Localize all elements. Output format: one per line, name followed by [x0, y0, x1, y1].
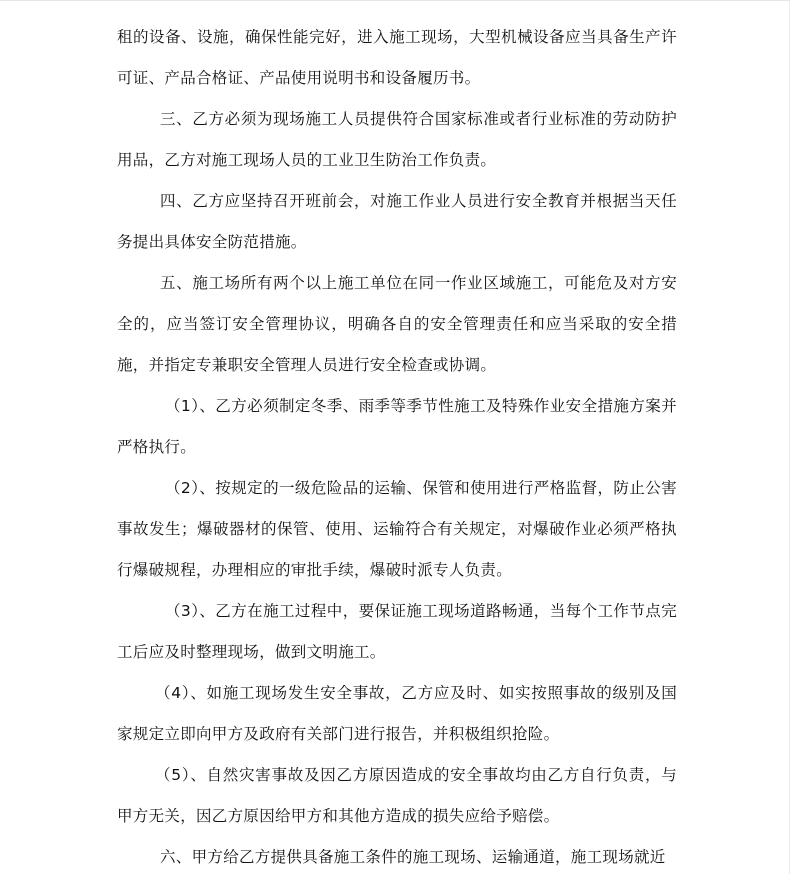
paragraph-item-3: （3）、乙方在施工过程中，要保证施工现场道路畅通，当每个工作节点完工后应及时整理现场，做到文明施工。 [117, 602, 677, 661]
document-body [117, 17, 677, 874]
paragraph-item-2: （2）、按规定的一级危险品的运输、保管和使用进行严格监督，防止公害事故发生；爆破器材的保管、使用、运输符合有关规定，对爆破作业必须严格执行爆破规程，办理相应的审批手续，爆破时派专人负责。 [117, 479, 677, 579]
paragraph-equipment-continued: 租的设备、设施，确保性能完好，进入施工现场，大型机械设备应当具备生产许可证、产品合格证、产品使用说明书和设备履历书。 [117, 28, 677, 87]
paragraph-site-conditions: 六、甲方给乙方提供具备施工条件的施工现场、运输通道，施工现场就近 [160, 848, 666, 866]
page-top-edge [0, 0, 790, 1]
paragraph-protective-equipment: 三、乙方必须为现场施工人员提供符合国家标准或者行业标准的劳动防护用品，乙方对施工现场人员的工业卫生防治工作负责。 [117, 110, 677, 169]
paragraph-item-4: （4）、如施工现场发生安全事故，乙方应及时、如实按照事故的级别及国家规定立即向甲方及政府有关部门进行报告，并积极组织抢险。 [117, 684, 677, 743]
paragraph-safety-agreement: 五、施工场所有两个以上施工单位在同一作业区域施工，可能危及对方安全的，应当签订安全管理协议，明确各自的安全管理责任和应当采取的安全措施，并指定专兼职安全管理人员进行安全检查或协调。 [117, 274, 677, 374]
paragraph-item-1: （1）、乙方必须制定冬季、雨季等季节性施工及特殊作业安全措施方案并严格执行。 [117, 397, 677, 456]
paragraph-item-5: （5）、自然灾害事故及因乙方原因造成的安全事故均由乙方自行负责，与甲方无关，因乙方原因给甲方和其他方造成的损失应给予赔偿。 [117, 766, 677, 825]
paragraph-pre-shift-meeting: 四、乙方应坚持召开班前会，对施工作业人员进行安全教育并根据当天任务提出具体安全防范措施。 [117, 192, 677, 251]
